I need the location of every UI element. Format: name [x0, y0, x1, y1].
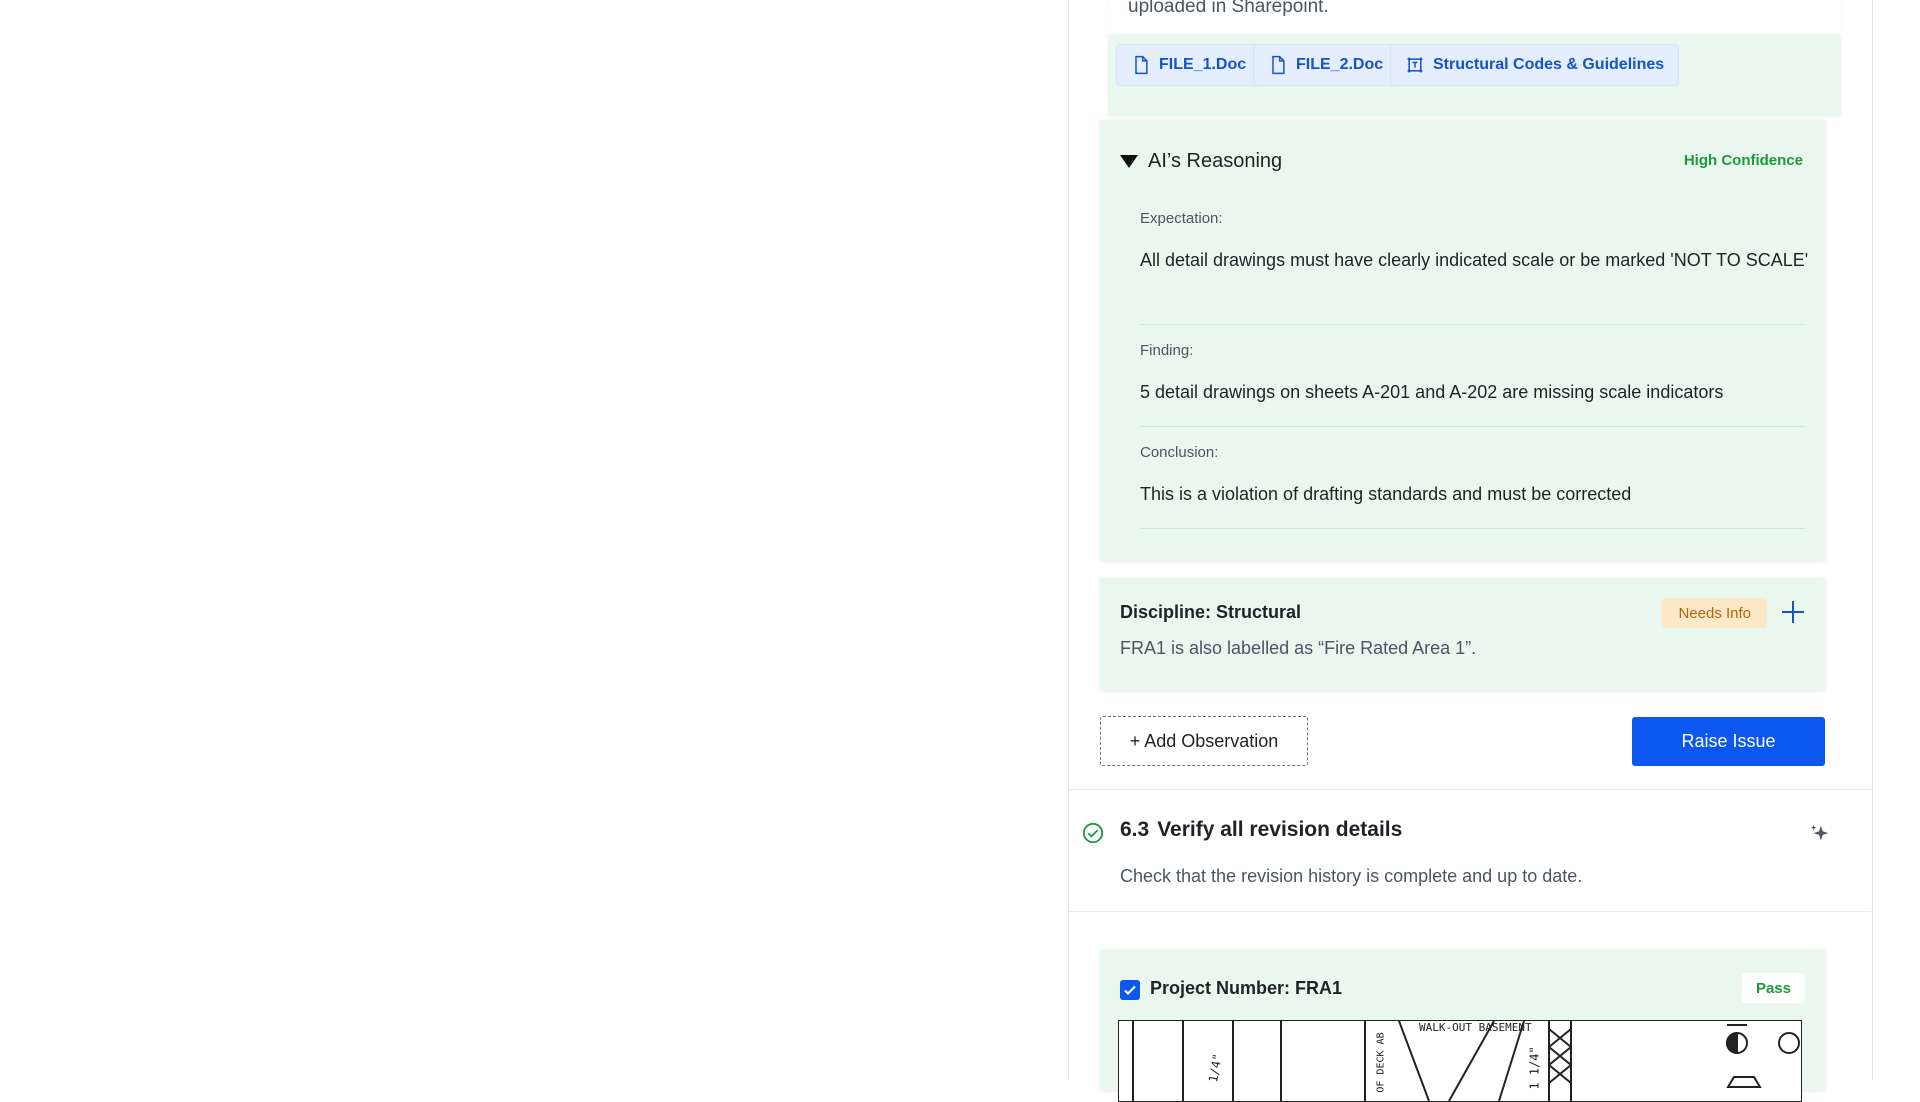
section-description: Check that the revision history is complete and up to date.	[1120, 866, 1583, 886]
attachment-label: FILE_1.Doc	[1159, 56, 1247, 73]
confidence-label: High Confidence	[1683, 152, 1803, 169]
project-number-label: Project Number: FRA1	[1150, 978, 1343, 998]
discipline-title: Discipline: Structural	[1120, 602, 1302, 622]
attachment-chip-structural-codes[interactable]	[1390, 44, 1679, 86]
divider	[1140, 426, 1805, 427]
checkmark-icon	[1122, 982, 1138, 998]
section-heading	[1120, 818, 1402, 842]
add-observation-button[interactable]: + Add Observation	[1100, 716, 1308, 766]
status-badge-pass: Pass	[1742, 973, 1805, 1003]
drawing-preview[interactable]	[1118, 1020, 1802, 1102]
raise-issue-button[interactable]: Raise Issue	[1632, 717, 1825, 766]
ai-reasoning-title: AI’s Reasoning	[1148, 150, 1283, 172]
divider	[1140, 324, 1805, 325]
frame-icon	[1405, 55, 1425, 75]
ai-reasoning-toggle[interactable]	[1120, 150, 1282, 173]
caret-down-icon	[1120, 155, 1138, 168]
attachment-chip-file-2[interactable]	[1253, 44, 1398, 86]
conclusion-text: This is a violation of drafting standards and must be corrected	[1140, 484, 1632, 504]
discipline-note: FRA1 is also labelled as “Fire Rated Area 1”.	[1120, 638, 1477, 658]
observation-card-top	[1108, 0, 1841, 116]
section-title: Verify all revision details	[1157, 818, 1403, 841]
divider	[1140, 528, 1805, 529]
file-icon	[1268, 55, 1288, 75]
attachment-label: Structural Codes & Guidelines	[1433, 56, 1665, 73]
file-icon	[1131, 55, 1151, 75]
attachment-chip-file-1[interactable]	[1116, 44, 1261, 86]
project-number-card	[1100, 950, 1825, 1093]
add-icon[interactable]	[1779, 598, 1807, 626]
conclusion-label: Conclusion:	[1140, 444, 1219, 461]
drawing-text-dimension: 1 1/4"	[1527, 1046, 1542, 1090]
attachment-label: FILE_2.Doc	[1296, 56, 1384, 73]
checkbox[interactable]	[1120, 980, 1140, 1000]
finding-label: Finding:	[1140, 342, 1194, 359]
expectation-label: Expectation:	[1140, 210, 1223, 227]
drawing-text-walkout: WALK-OUT BASEMENT	[1419, 1021, 1532, 1034]
finding-text: 5 detail drawings on sheets A-201 and A-202 are missing scale indicators	[1140, 382, 1724, 402]
observation-description: uploaded in Sharepoint.	[1128, 0, 1329, 17]
section-divider	[1068, 911, 1871, 912]
sparkle-icon[interactable]	[1809, 823, 1831, 845]
expectation-text: All detail drawings must have clearly indicated scale or be marked 'NOT TO SCALE'	[1140, 250, 1809, 270]
ai-reasoning-card	[1100, 120, 1825, 560]
check-circle-icon	[1082, 822, 1104, 844]
section-number: 6.3	[1120, 818, 1150, 841]
drawing-text-dimension-small: 1/4"	[1206, 1052, 1225, 1084]
status-badge-needs-info: Needs Info	[1662, 598, 1767, 628]
section-divider	[1068, 789, 1871, 790]
discipline-card	[1100, 578, 1825, 690]
drawing-text-deck: OF DECK AB	[1375, 1032, 1387, 1093]
